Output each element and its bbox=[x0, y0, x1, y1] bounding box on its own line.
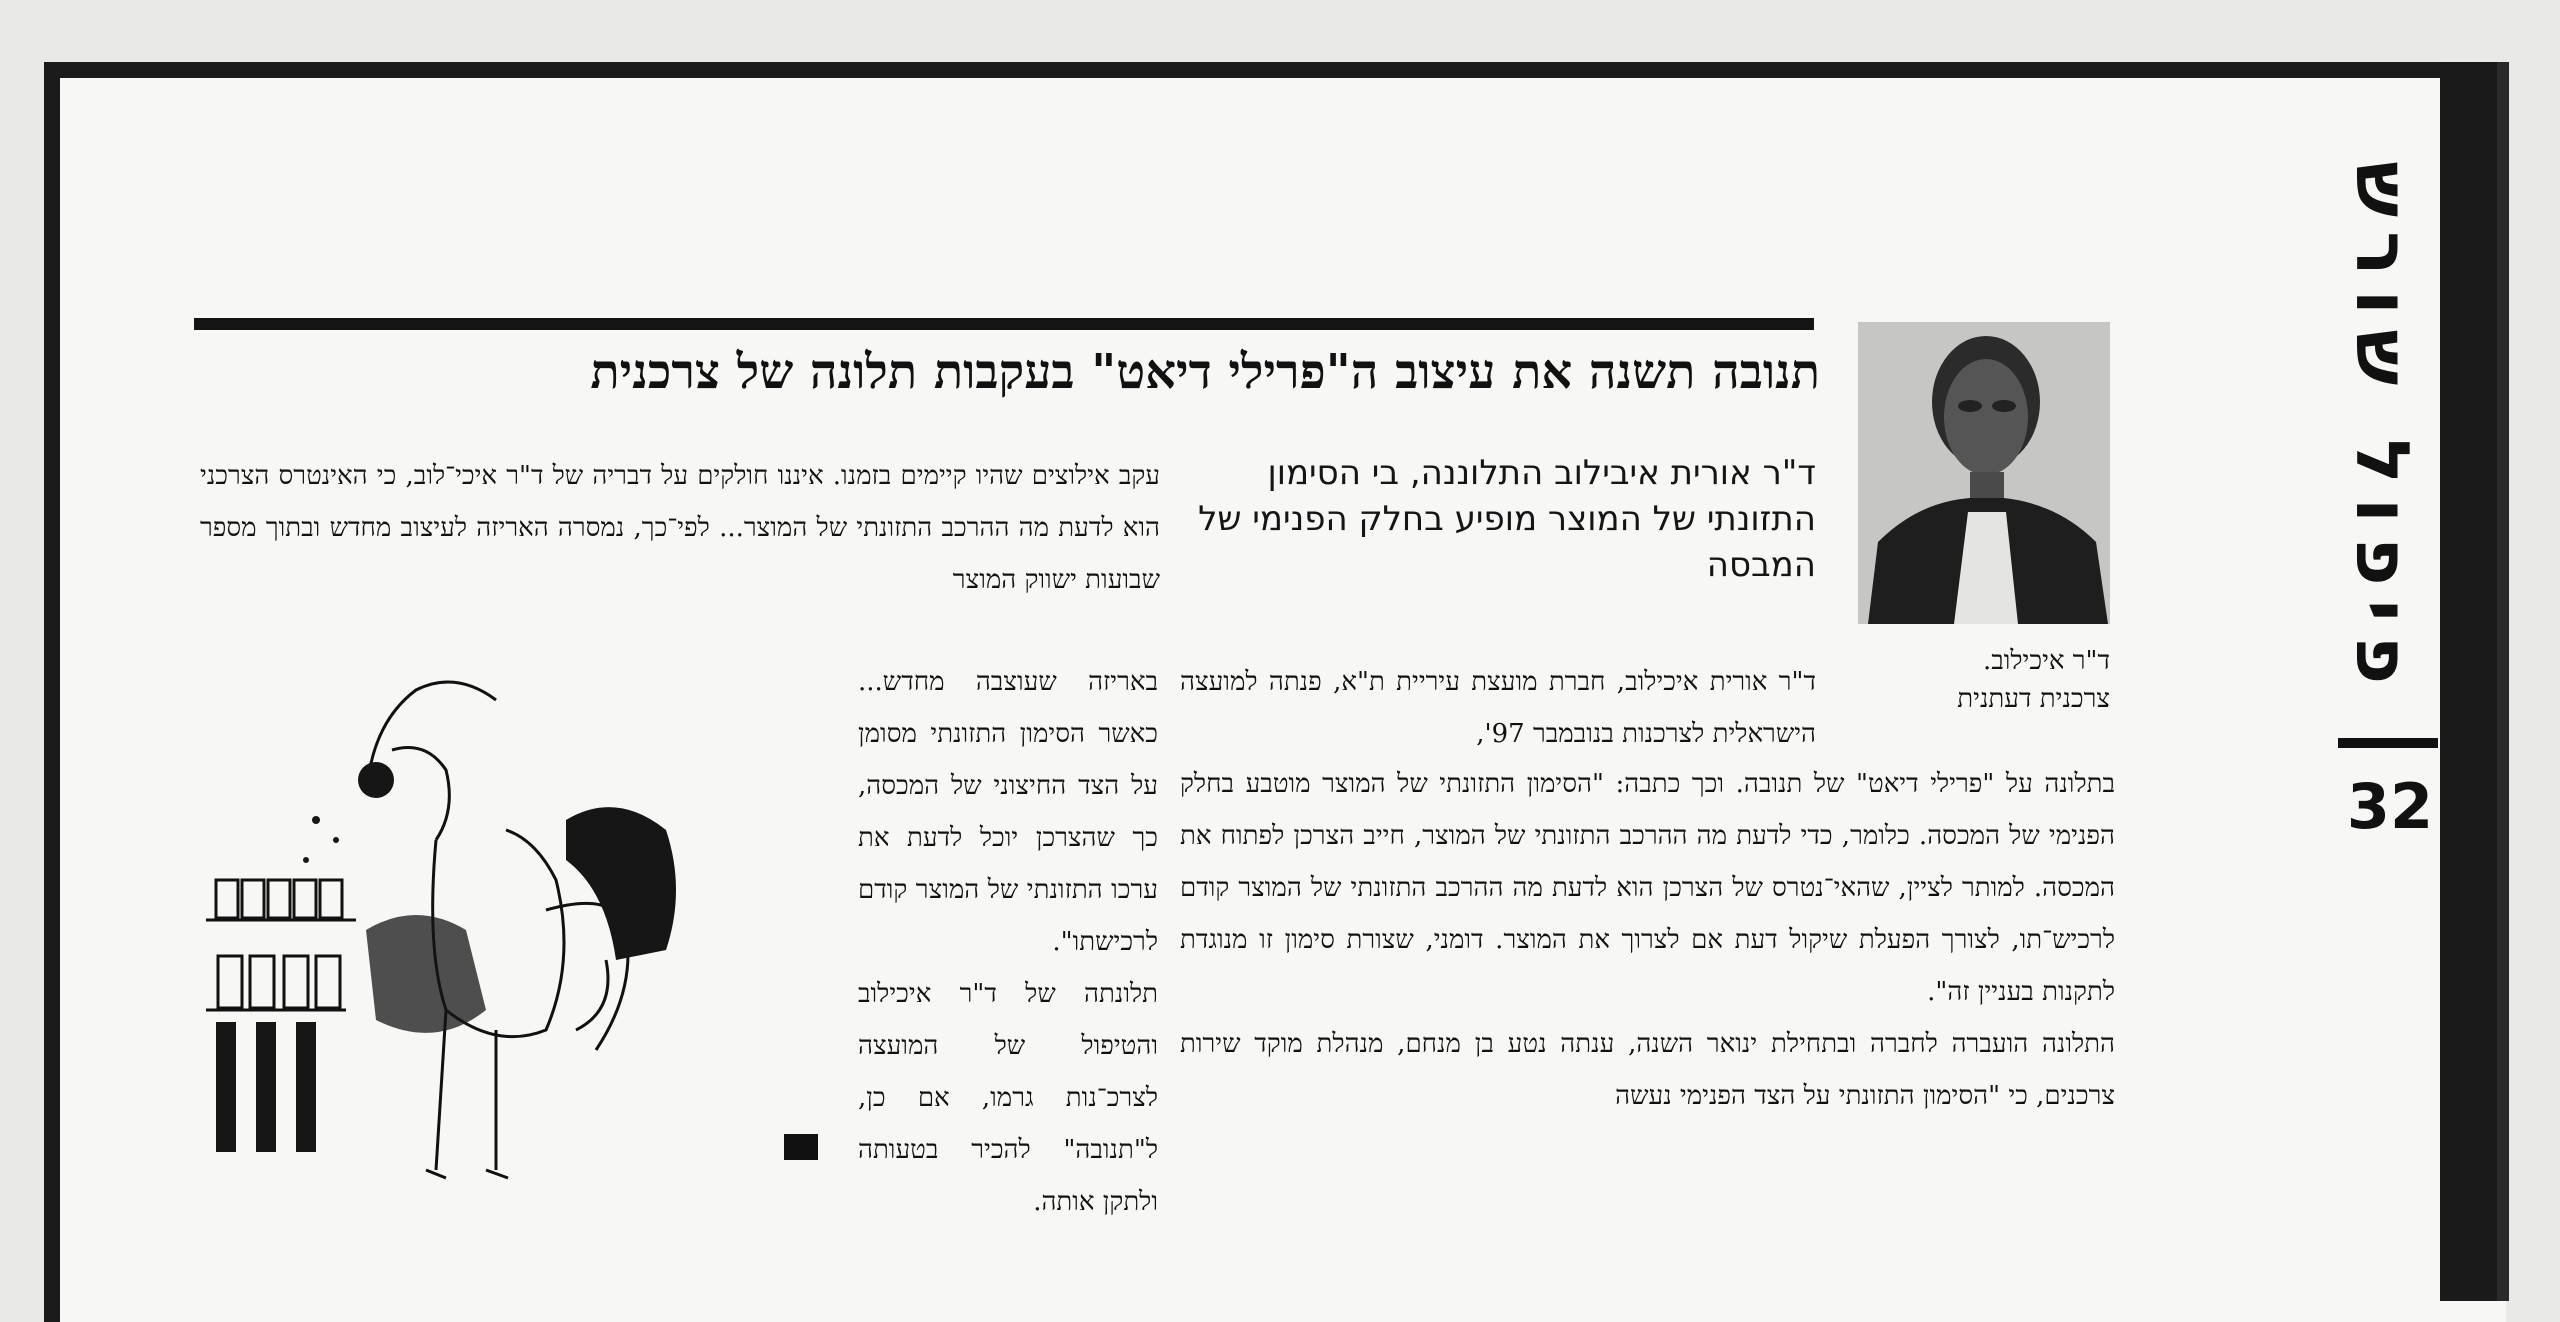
column-2-paragraph-2: תלונתה של ד"ר איכילוב והטיפול של המועצה לצרכ־נות גרמו, אם כן, ל"תנובה" להכיר בטעותה ולתקן אותה. bbox=[858, 979, 1158, 1217]
caption-line-1: ד"ר איכילוב. bbox=[1982, 646, 2110, 676]
section-title: פיפול שורש bbox=[2339, 161, 2425, 699]
subhead: ד"ר אורית איבילוב התלוננה, בי הסימון התזונתי של המוצר מופיע בחלק הפנימי של המבסה bbox=[1198, 453, 1816, 585]
end-of-article-mark bbox=[784, 1134, 818, 1160]
caption-line-2: צרכנית דעתנית bbox=[1957, 684, 2110, 714]
column-2-paragraph-1: באריזה שעוצבה מחדש... כאשר הסימון התזונתי מסומן על הצד החיצוני של המכסה, כך שהצרכן יוכל לדעת את ערכו התזונתי של המוצר קודם לרכישתו". bbox=[858, 667, 1158, 957]
photo-caption bbox=[1860, 642, 2110, 718]
column-1-paragraph-1: בתלונה על "פרילי דיאט" של תנובה. וכך כתבה: "הסימון התזונתי של המוצר מוטבע בחלק הפנימי של המכסה. כלומר, כדי לדעת מה ההרכב התזונתי של המוצר, חייב הצרכן לפתוח את המכסה. למותר לציין, שהאי־נטרס של הצרכן הוא לדעת מה ההרכב התזונתי של המוצר קודם לרכיש־תו, לצורך הפעלת שיקול דעת אם לצרוך את המוצר. דומני, שצורת סימון זו מנוגדת לתקנות בעניין זה". bbox=[1180, 769, 2115, 1007]
cartoon-illustration bbox=[196, 630, 726, 1200]
column-2-body bbox=[858, 656, 1158, 1228]
column-1-body bbox=[1180, 758, 2115, 1122]
column-1-intro bbox=[1180, 656, 1816, 760]
headline-rule bbox=[194, 318, 1814, 330]
portrait-photo bbox=[1858, 322, 2110, 624]
page-edge-shadow bbox=[2497, 62, 2509, 1301]
column-1-paragraph-2: התלונה הועברה לחברה ובתחילת ינואר השנה, ענתה נטע בן מנחם, מנהלת מוקד שירות צרכנים, כי "הסימון התזונתי על הצד הפנימי נעשה bbox=[1180, 1029, 2115, 1111]
section-rule bbox=[2338, 738, 2438, 748]
page-number: 32 bbox=[2346, 770, 2434, 843]
page-edge-band bbox=[2440, 62, 2500, 1301]
column-2-intro bbox=[200, 450, 1160, 606]
headline: תנובה תשנה את עיצוב ה"פרילי דיאט" בעקבות תלונה של צרכנית bbox=[590, 344, 1820, 400]
column-1-intro-text: ד"ר אורית איכילוב, חברת מועצת עיריית ת"א, פנתה למועצה הישראלית לצרכנות בנובמבר 97', bbox=[1180, 667, 1816, 749]
column-2-intro-text: עקב אילוצים שהיו קיימים בזמנו. איננו חולקים על דבריה של ד"ר איכי־לוב, כי האינטרס הצרכני הוא לדעת מה ההרכב התזונתי של המוצר... לפי־כך, נמסרה האריזה לעיצוב מחדש ובתוך מספר שבועות ישווק המוצר bbox=[200, 461, 1160, 595]
